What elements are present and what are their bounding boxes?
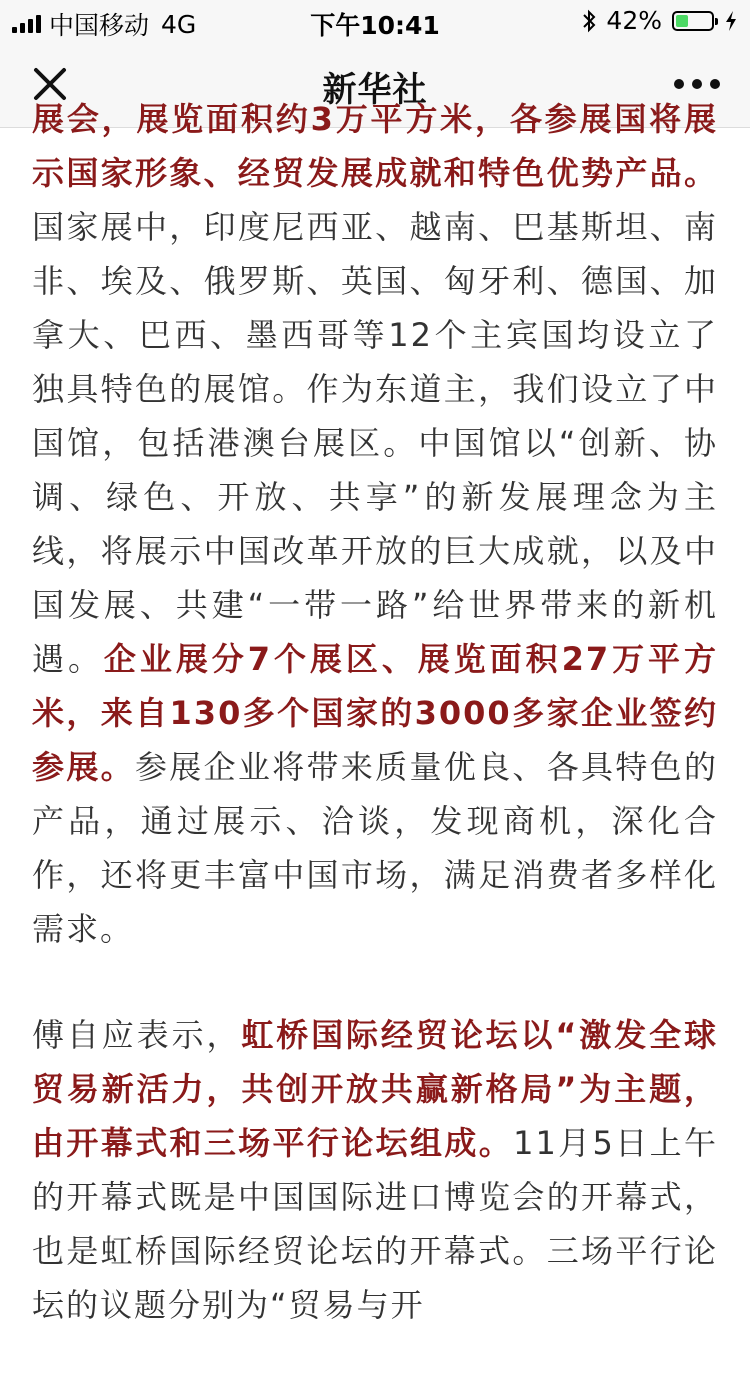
highlight-text: 展会，展览面积约3万平方米，各参展国将	[32, 100, 684, 138]
article-body	[32, 92, 718, 1384]
highlight-text: 企业展分7个展区、展览面积27万平方米，来自130多个国家的3000多家企业签约参展。	[32, 640, 718, 786]
body-text: 11月5日上午的开幕式既是中国国际进口博览会的开幕式，也是虹桥国际经贸论坛的开幕式。三场平行论坛的议题分别为“贸易与开	[32, 1124, 718, 1324]
status-right	[582, 6, 738, 35]
body-text: 参展企业将带来质量优良、各具特色的产品，通过展示、洽谈，发现商机，深化合作，还将更丰富中国市场，满足消费者多样化需求。	[32, 748, 718, 948]
battery-percent: 42%	[606, 6, 662, 35]
more-icon[interactable]	[674, 76, 722, 92]
battery-cap	[715, 18, 718, 25]
highlight-text: 虹桥国际经贸论坛以“激发全球贸易新活力，共创开放共赢新格局”为主题，由开幕式和三场平行论坛组成。	[32, 1016, 718, 1162]
battery-fill	[676, 15, 688, 27]
page-title: 新华社	[322, 70, 428, 110]
body-text: 国家展中，印度尼西亚、越南、巴基斯坦、南非、埃及、俄罗斯、英国、匈牙利、德国、加拿大、巴西、墨西哥等12个主宾国均设立了独具特色的展馆。作为东道主，我们设立了中国馆，包括港澳台展区。中国馆以“创新、协调、绿色、开放、共享”的新发展理念为主线，将展示中国改革开放的巨大成就，以及中国发展、共建“一带一路”给世界带来的新机遇。	[32, 208, 718, 678]
article-content[interactable]	[0, 100, 750, 1334]
battery-icon	[672, 11, 714, 31]
more-dot	[710, 79, 720, 89]
more-dot	[674, 79, 684, 89]
article-paragraph	[32, 92, 718, 956]
network-type: 4G	[161, 9, 197, 39]
status-bar	[0, 0, 750, 40]
bluetooth-icon	[582, 9, 596, 33]
more-dot	[692, 79, 702, 89]
charging-icon	[724, 10, 738, 32]
carrier-name: 中国移动	[49, 11, 150, 40]
article-paragraph	[32, 1008, 718, 1332]
body-text: 傅自应表示，	[32, 1016, 242, 1054]
highlight-text: 展示国家形象、经贸发展成就和特色优势产品。	[32, 100, 718, 192]
status-time: 下午10:41	[310, 11, 440, 40]
